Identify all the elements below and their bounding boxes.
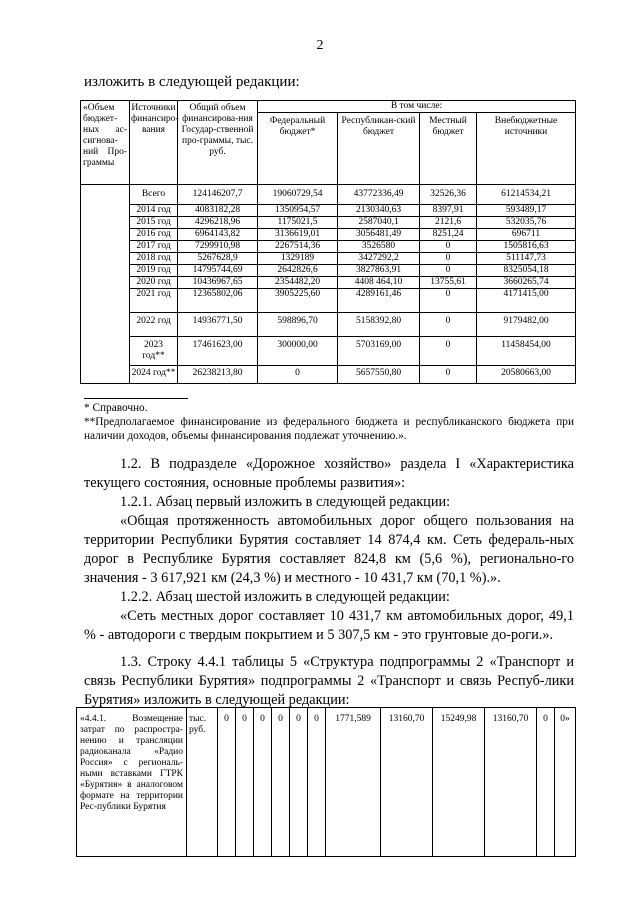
header-offbudget: Внебюджетные источники bbox=[477, 113, 576, 185]
row-value: 13160,70 bbox=[381, 708, 433, 857]
cell-offbudget: 696711 bbox=[477, 229, 576, 241]
paragraph-1-2-2: 1.2.2. Абзац шестой изложить в следующей редакции: bbox=[120, 589, 450, 605]
row-description: «4.4.1. Возмещение затрат по распростра-нению и трансляции радиоканала «Радио Россия» с региональ-ными вставками ГТРК «Бурятия» в аналоговом формате на территории Рес-публики Бурятия bbox=[77, 708, 187, 857]
intro-text: изложить в следующей редакции: bbox=[84, 74, 300, 90]
finance-table-row bbox=[81, 205, 576, 217]
cell-federal: 2642826,6 bbox=[258, 265, 338, 277]
cell-total: 14795744,69 bbox=[178, 265, 258, 277]
row-label: 2014 год bbox=[130, 205, 178, 217]
row-value: 0 bbox=[218, 708, 236, 857]
header-local: Местный бюджет bbox=[420, 113, 477, 185]
cell-republic: 2587040,1 bbox=[338, 217, 420, 229]
cell-local: 0 bbox=[420, 313, 477, 337]
header-including: В том числе: bbox=[258, 101, 576, 113]
finance-table-row bbox=[81, 241, 576, 253]
cell-federal: 1329189 bbox=[258, 253, 338, 265]
header-republic: Республикан-ский бюджет bbox=[338, 113, 420, 185]
cell-offbudget: 511147,73 bbox=[477, 253, 576, 265]
row-label: 2015 год bbox=[130, 217, 178, 229]
paragraph-local-roads: «Сеть местных дорог составляет 10 431,7 км автомобильных дорог, 49,1 % - автодороги с твердым покрытием и 5 307,5 км - это грунтовые до-роги.». bbox=[84, 608, 574, 643]
cell-total: 4296218,96 bbox=[178, 217, 258, 229]
paragraph-1-3: 1.3. Строку 4.4.1 таблицы 5 «Структура подпрограммы 2 «Транспорт и связь Республики Бурятия» подпрограммы 2 «Транспорт и связь Респуб-лики Бурятия» изложить в следующей редакции: bbox=[84, 654, 574, 708]
row-label: 2016 год bbox=[130, 229, 178, 241]
cell-local: 32526,36 bbox=[420, 185, 477, 205]
cell-federal: 598896,70 bbox=[258, 313, 338, 337]
finance-table-row bbox=[81, 289, 576, 313]
row-value: 13160,70 bbox=[485, 708, 537, 857]
footnotes bbox=[84, 401, 574, 443]
row-label: 2022 год bbox=[130, 313, 178, 337]
header-federal: Федеральный бюджет* bbox=[258, 113, 338, 185]
row-label: 2018 год bbox=[130, 253, 178, 265]
cell-local: 0 bbox=[420, 265, 477, 277]
blank-cell bbox=[81, 185, 130, 384]
row-label: Всего bbox=[130, 185, 178, 205]
row-label: 2019 год bbox=[130, 265, 178, 277]
cell-offbudget: 11458454,00 bbox=[477, 337, 576, 366]
finance-table-row bbox=[81, 277, 576, 289]
cell-federal: 2267514,36 bbox=[258, 241, 338, 253]
cell-total: 17461623,00 bbox=[178, 337, 258, 366]
cell-federal: 1350954,57 bbox=[258, 205, 338, 217]
row-label: 2017 год bbox=[130, 241, 178, 253]
finance-table-row bbox=[81, 337, 576, 366]
cell-republic: 5657550,80 bbox=[338, 366, 420, 384]
cell-republic: 4408 464,10 bbox=[338, 277, 420, 289]
header-budget-allocation: «Объем бюджет-ных ас-сигнова-ний Про-граммы bbox=[81, 101, 130, 185]
row-value: 0 bbox=[308, 708, 326, 857]
footnote-1: * Справочно. bbox=[84, 402, 148, 414]
row-value: 0 bbox=[537, 708, 555, 857]
row-value: 1771,589 bbox=[326, 708, 381, 857]
cell-republic: 5158392,80 bbox=[338, 313, 420, 337]
finance-table-row bbox=[81, 313, 576, 337]
cell-offbudget: 20580663,00 bbox=[477, 366, 576, 384]
cell-federal: 19060729,54 bbox=[258, 185, 338, 205]
cell-republic: 3056481,49 bbox=[338, 229, 420, 241]
cell-federal: 0 bbox=[258, 366, 338, 384]
cell-offbudget: 1505816,63 bbox=[477, 241, 576, 253]
document-body bbox=[84, 455, 574, 710]
cell-local: 2121,6 bbox=[420, 217, 477, 229]
finance-table-row bbox=[81, 253, 576, 265]
cell-total: 26238213,80 bbox=[178, 366, 258, 384]
cell-offbudget: 3660265,74 bbox=[477, 277, 576, 289]
finance-table-row bbox=[81, 217, 576, 229]
cell-federal: 300000,00 bbox=[258, 337, 338, 366]
row-label: 2020 год bbox=[130, 277, 178, 289]
finance-table-row bbox=[81, 265, 576, 277]
cell-republic: 3827863,91 bbox=[338, 265, 420, 277]
row-value: 0 bbox=[272, 708, 290, 857]
paragraph-1-2-1: 1.2.1. Абзац первый изложить в следующей редакции: bbox=[120, 494, 451, 510]
cell-republic: 5703169,00 bbox=[338, 337, 420, 366]
row-label: 2023 год** bbox=[130, 337, 178, 366]
cell-local: 0 bbox=[420, 241, 477, 253]
page-number: 2 bbox=[316, 38, 324, 53]
cell-republic: 2130340,63 bbox=[338, 205, 420, 217]
paragraph-road-length: «Общая протяженность автомобильных дорог общего пользования на территории Республики Бурятия составляет 14 874,4 км. Сеть федераль-ных дорог в Республике Бурятия составляет 824,8 км (5,6 %), регионально-го значения - 3 617,921 км (24,3 %) и местного - 10 431,7 км (70,1 %).». bbox=[84, 513, 574, 586]
cell-total: 14936771,50 bbox=[178, 313, 258, 337]
cell-offbudget: 8325054,18 bbox=[477, 265, 576, 277]
row-value: 15249,98 bbox=[433, 708, 485, 857]
row-value: 0 bbox=[254, 708, 272, 857]
finance-table-row bbox=[81, 185, 576, 205]
cell-federal: 1175021,5 bbox=[258, 217, 338, 229]
row-value: 0 bbox=[236, 708, 254, 857]
cell-total: 4083182,28 bbox=[178, 205, 258, 217]
cell-offbudget: 61214534,21 bbox=[477, 185, 576, 205]
cell-republic: 43772336,49 bbox=[338, 185, 420, 205]
cell-local: 0 bbox=[420, 253, 477, 265]
cell-offbudget: 4171415,00 bbox=[477, 289, 576, 313]
cell-federal: 3905225,60 bbox=[258, 289, 338, 313]
cell-federal: 3136619,01 bbox=[258, 229, 338, 241]
cell-federal: 2354482,20 bbox=[258, 277, 338, 289]
finance-table-header-row bbox=[81, 101, 576, 113]
cell-offbudget: 593489,17 bbox=[477, 205, 576, 217]
header-total: Общий объем финансирова-ния Государ-ственной про-граммы, тыс. руб. bbox=[178, 101, 258, 185]
cell-local: 8251,24 bbox=[420, 229, 477, 241]
cell-republic: 4289161,46 bbox=[338, 289, 420, 313]
row-label: 2021 год bbox=[130, 289, 178, 313]
cell-republic: 3427292,2 bbox=[338, 253, 420, 265]
cell-total: 12365802,06 bbox=[178, 289, 258, 313]
table-row bbox=[77, 708, 576, 857]
footnote-2: **Предполагаемое финансирование из федерального бюджета и республиканского бюджета при наличии доходов, объемы финансирования подлежат уточнению.». bbox=[84, 416, 574, 442]
cell-offbudget: 532035,76 bbox=[477, 217, 576, 229]
header-sources: Источники финансиро-вания bbox=[130, 101, 178, 185]
paragraph-1-2: 1.2. В подразделе «Дорожное хозяйство» раздела I «Характеристика текущего состояния, основные проблемы развития»: bbox=[84, 456, 574, 491]
row-4-4-1-table bbox=[76, 707, 576, 857]
footnote-divider bbox=[84, 398, 188, 399]
cell-local: 8397,91 bbox=[420, 205, 477, 217]
finance-table-row bbox=[81, 229, 576, 241]
cell-local: 0 bbox=[420, 289, 477, 313]
cell-total: 124146207,7 bbox=[178, 185, 258, 205]
row-label: 2024 год** bbox=[130, 366, 178, 384]
cell-local: 0 bbox=[420, 337, 477, 366]
cell-republic: 3526580 bbox=[338, 241, 420, 253]
finance-table-row bbox=[81, 366, 576, 384]
row-value: 0» bbox=[555, 708, 576, 857]
cell-total: 6964143,82 bbox=[178, 229, 258, 241]
row-unit: тыс. руб. bbox=[187, 708, 218, 857]
cell-total: 7299910,98 bbox=[178, 241, 258, 253]
cell-local: 0 bbox=[420, 366, 477, 384]
cell-total: 5267628,9 bbox=[178, 253, 258, 265]
cell-total: 10436967,65 bbox=[178, 277, 258, 289]
cell-offbudget: 9179482,00 bbox=[477, 313, 576, 337]
row-value: 0 bbox=[290, 708, 308, 857]
finance-table bbox=[80, 100, 576, 384]
cell-local: 13755,61 bbox=[420, 277, 477, 289]
